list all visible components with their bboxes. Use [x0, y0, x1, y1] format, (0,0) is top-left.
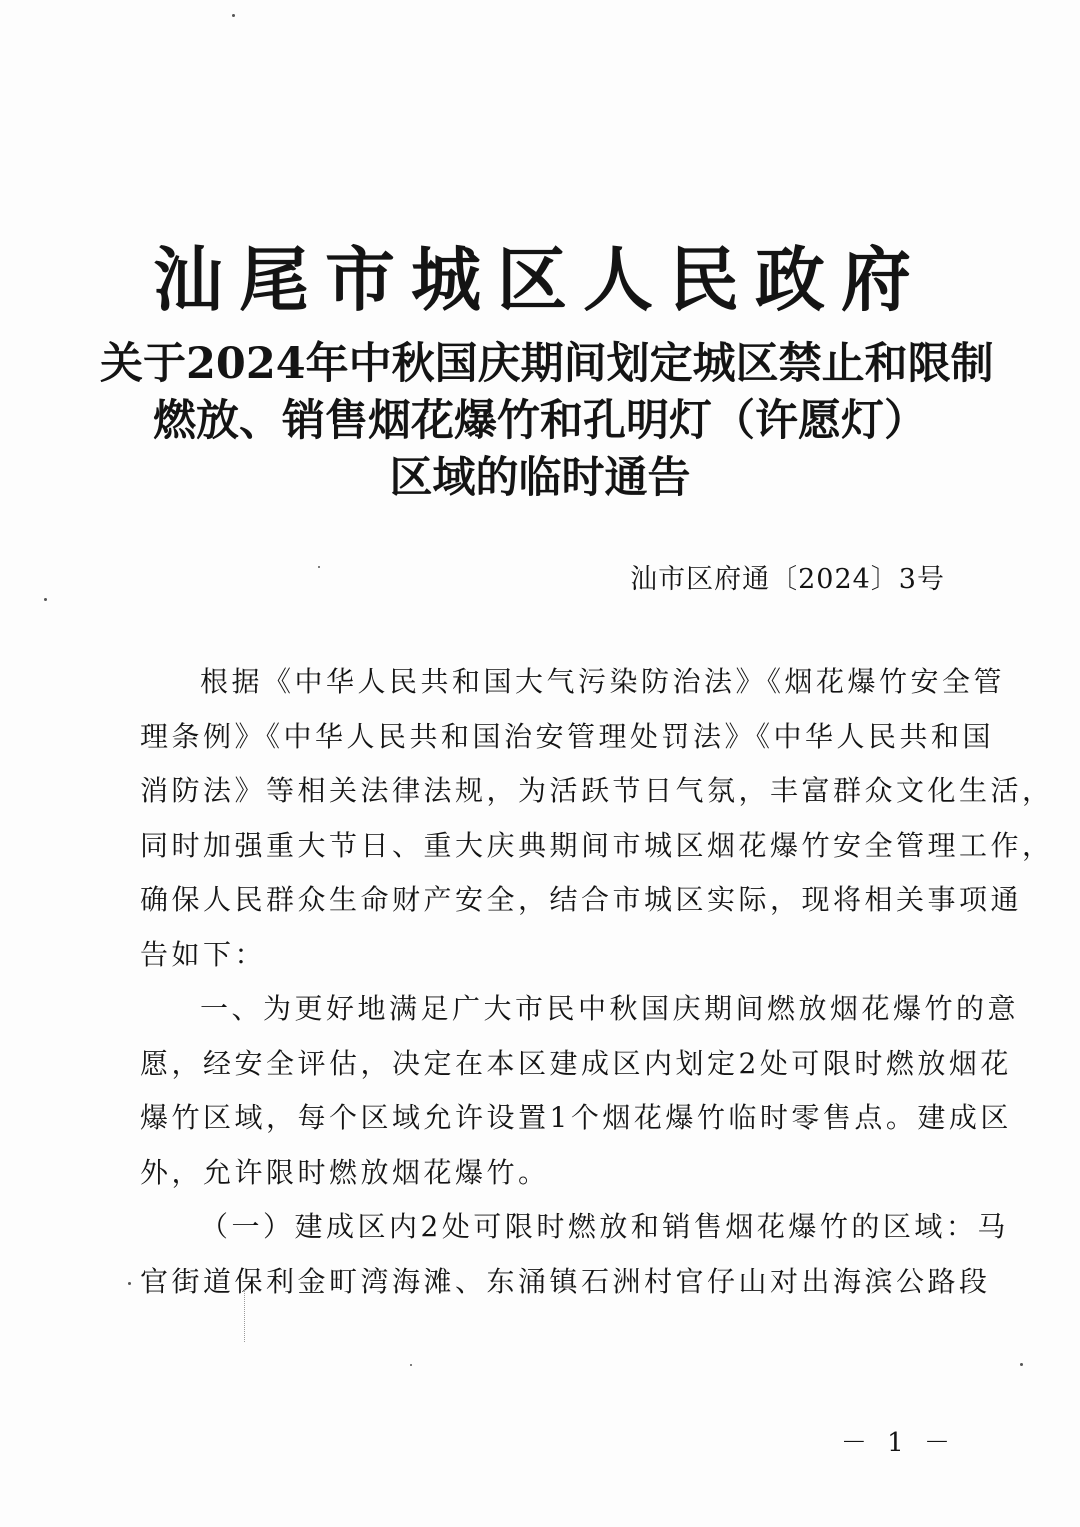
scan-speck: [128, 1282, 131, 1285]
body-line: 同时加强重大节日、重大庆典期间市城区烟花爆竹安全管理工作，: [140, 828, 1054, 862]
scan-line-artifact: [244, 1290, 246, 1342]
body-line: 告如下：: [140, 937, 267, 971]
scan-speck: [232, 14, 235, 17]
scan-speck: [318, 566, 320, 568]
notice-title-line: 区域的临时通告: [389, 453, 691, 503]
document-number: 汕市区府通〔2024〕3号: [630, 564, 945, 595]
notice-title-line: 燃放、销售烟花爆竹和孔明灯（许愿灯）: [153, 396, 927, 446]
body-line: 消防法》等相关法律法规，为活跃节日气氛，丰富群众文化生活，: [140, 774, 1054, 807]
scan-speck: [1020, 1363, 1023, 1366]
notice-body: [140, 655, 1054, 1309]
body-line: 外，允许限时燃放烟花爆竹。: [140, 1155, 550, 1189]
issuing-organization-title: 汕尾市城区人民政府: [153, 239, 927, 321]
scan-speck: [44, 598, 47, 601]
body-line: 爆竹区域，每个区域允许设置1个烟花爆竹临时零售点。建成区: [140, 1101, 1012, 1134]
body-line: 一、为更好地满足广大市民中秋国庆期间燃放烟花爆竹的意: [200, 992, 1020, 1025]
body-line: 理条例》《中华人民共和国治安管理处罚法》《中华人民共和国: [140, 719, 995, 753]
body-line: 确保人民群众生命财产安全，结合市城区实际，现将相关事项通: [140, 883, 1023, 916]
body-line: 根据《中华人民共和国大气污染防治法》《烟花爆竹安全管: [200, 665, 1006, 698]
body-line: 愿，经安全评估，决定在本区建成区内划定2处可限时燃放烟花: [140, 1046, 1012, 1080]
notice-title: [100, 336, 994, 507]
notice-title-line: 关于2024年中秋国庆期间划定城区禁止和限制: [100, 339, 994, 389]
page-number: － 1 －: [840, 1428, 956, 1458]
body-line: 官街道保利金町湾海滩、东涌镇石洲村官仔山对出海滨公路段: [140, 1264, 991, 1298]
scan-speck: [410, 1364, 412, 1366]
body-line: （一）建成区内2处可限时燃放和销售烟花爆竹的区域：马: [200, 1210, 1009, 1243]
